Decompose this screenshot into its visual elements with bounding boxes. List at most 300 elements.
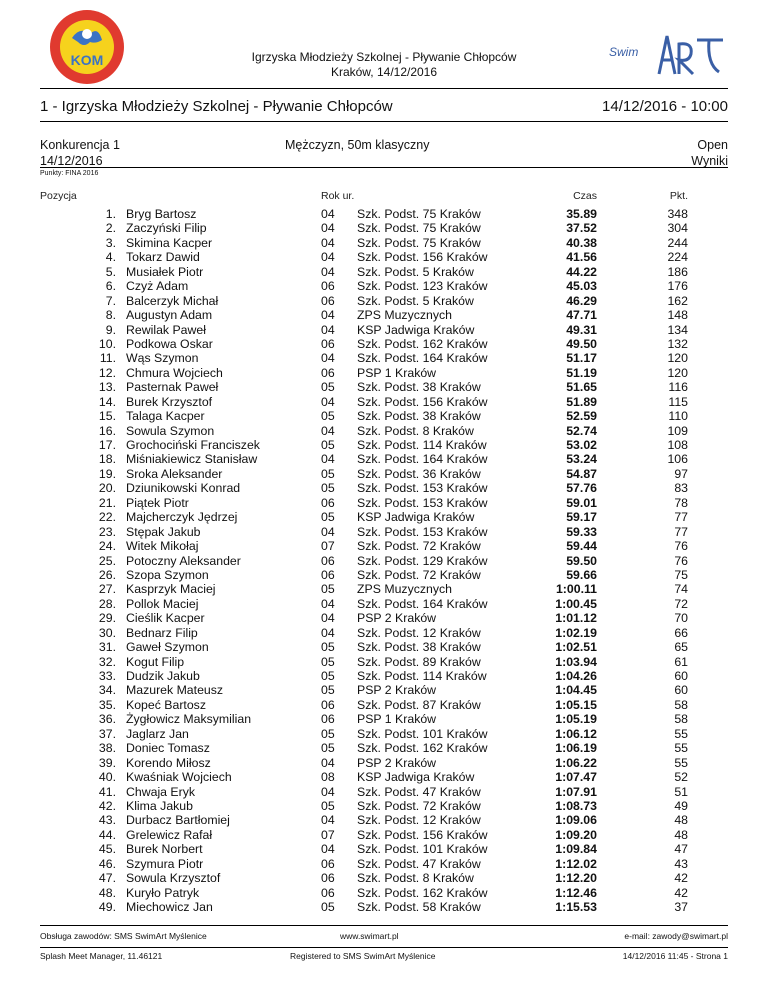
swimmer-name: Stępak Jakub: [126, 524, 201, 539]
birth-year: 04: [321, 394, 335, 409]
result-points: 66: [674, 625, 688, 640]
title-rule: [40, 121, 728, 122]
footer-website[interactable]: www.swimart.pl: [340, 931, 399, 941]
table-row: [0, 481, 768, 495]
table-row: [0, 323, 768, 337]
club-name: Szk. Podst. 8 Kraków: [357, 423, 474, 438]
result-points: 49: [674, 798, 688, 813]
result-position: 38.: [98, 741, 116, 756]
result-position: 22.: [98, 510, 116, 525]
event-number: Konkurencja 1: [40, 138, 120, 152]
swimmer-name: Dudzik Jakub: [126, 669, 200, 683]
result-time: 51.19: [566, 365, 597, 380]
result-time: 1:04.45: [555, 683, 597, 698]
birth-year: 08: [321, 770, 335, 785]
table-row: [0, 395, 768, 409]
result-position: 17.: [98, 438, 116, 452]
birth-year: 05: [321, 640, 335, 655]
result-position: 9.: [105, 322, 116, 337]
swimmer-name: Witek Mikołaj: [126, 539, 199, 554]
swimmer-name: Sroka Aleksander: [126, 466, 223, 481]
footer-rule-2: [40, 947, 728, 948]
result-position: 2.: [105, 221, 116, 236]
birth-year: 05: [321, 741, 335, 756]
result-position: 45.: [98, 842, 116, 857]
swimmer-name: Rewilak Paweł: [126, 322, 206, 337]
footer-registered: Registered to SMS SwimArt Myślenice: [290, 951, 436, 961]
club-name: Szk. Podst. 38 Kraków: [357, 409, 481, 424]
result-points: 148: [667, 308, 688, 323]
result-time: 1:09.06: [555, 813, 597, 828]
swimmer-name: Talaga Kacper: [126, 409, 205, 424]
table-row: [0, 669, 768, 683]
club-name: KSP Jadwiga Kraków: [357, 770, 475, 785]
swimmer-name: Czyż Adam: [126, 279, 189, 294]
result-points: 115: [668, 394, 688, 409]
result-points: 43: [674, 856, 688, 871]
swimmer-name: Szymura Piotr: [126, 856, 204, 871]
club-name: PSP 2 Kraków: [357, 611, 437, 626]
result-points: 108: [667, 438, 688, 452]
club-name: Szk. Podst. 5 Kraków: [357, 293, 474, 308]
result-time: 1:06.19: [555, 741, 597, 756]
swimmer-name: Skimina Kacper: [126, 235, 213, 250]
result-points: 83: [674, 481, 688, 496]
birth-year: 06: [321, 365, 335, 380]
birth-year: 06: [321, 697, 335, 712]
swimmer-name: Szopa Szymon: [126, 567, 209, 582]
result-position: 34.: [98, 683, 116, 698]
swimmer-name: Żygłowicz Maksymilian: [126, 712, 252, 727]
result-position: 47.: [98, 871, 116, 886]
result-time: 1:07.91: [555, 784, 597, 799]
birth-year: 04: [321, 322, 335, 337]
result-position: 33.: [98, 669, 116, 683]
result-time: 51.89: [566, 394, 597, 409]
result-position: 25.: [98, 553, 116, 568]
table-row: [0, 568, 768, 582]
table-row: [0, 207, 768, 221]
club-name: Szk. Podst. 156 Kraków: [357, 250, 488, 265]
birth-year: 04: [321, 813, 335, 828]
result-position: 27.: [98, 582, 116, 597]
result-time: 41.56: [566, 250, 597, 265]
club-name: Szk. Podst. 164 Kraków: [357, 452, 488, 467]
swimmer-name: Bednarz Filip: [126, 625, 198, 640]
club-name: Szk. Podst. 38 Kraków: [357, 380, 481, 395]
birth-year: 05: [321, 582, 335, 597]
table-row: [0, 756, 768, 770]
result-position: 41.: [98, 784, 116, 799]
event-status: [691, 137, 728, 169]
swimmer-name: Pasternak Paweł: [126, 380, 219, 395]
result-time: 1:08.73: [555, 798, 597, 813]
result-time: 59.44: [566, 539, 597, 554]
club-name: Szk. Podst. 153 Kraków: [357, 481, 488, 496]
swimmer-name: Balcerzyk Michał: [126, 293, 219, 308]
result-points: 75: [674, 567, 688, 582]
result-points: 132: [667, 336, 688, 351]
result-position: 5.: [105, 264, 116, 279]
competition-datetime: 14/12/2016 - 10:00: [602, 98, 728, 115]
result-points: 304: [667, 221, 688, 236]
birth-year: 05: [321, 726, 335, 741]
swimmer-name: Grelewicz Rafał: [126, 827, 213, 842]
swimmer-name: Sowula Krzysztof: [126, 871, 221, 886]
birth-year: 06: [321, 336, 335, 351]
result-position: 35.: [98, 697, 116, 712]
swimmer-name: Bryg Bartosz: [126, 207, 197, 221]
event-info: [40, 137, 120, 169]
swimmer-name: Kasprzyk Maciej: [126, 582, 216, 597]
result-position: 44.: [98, 827, 116, 842]
birth-year: 04: [321, 755, 335, 770]
birth-year: 04: [321, 221, 335, 236]
result-position: 48.: [98, 885, 116, 900]
col-header-time: Czas: [573, 190, 597, 202]
result-time: 1:06.12: [555, 726, 597, 741]
result-position: 1.: [105, 207, 116, 221]
swimmer-name: Majcherczyk Jędrzej: [126, 510, 238, 525]
table-row: [0, 250, 768, 264]
result-time: 51.17: [566, 351, 597, 366]
swimmer-name: Kwaśniak Wojciech: [126, 770, 232, 785]
result-points: 60: [674, 669, 688, 683]
club-name: Szk. Podst. 75 Kraków: [357, 207, 481, 221]
result-points: 42: [674, 871, 688, 886]
header-rule: [40, 88, 728, 89]
club-name: Szk. Podst. 89 Kraków: [357, 654, 481, 669]
result-points: 74: [674, 582, 688, 597]
club-name: KSP Jadwiga Kraków: [357, 322, 475, 337]
birth-year: 06: [321, 293, 335, 308]
table-row: [0, 842, 768, 856]
swimmer-name: Burek Norbert: [126, 842, 203, 857]
result-position: 10.: [98, 336, 116, 351]
swimmer-name: Piątek Piotr: [126, 495, 189, 510]
club-name: Szk. Podst. 12 Kraków: [357, 625, 481, 640]
table-row: [0, 337, 768, 351]
birth-year: 05: [321, 481, 335, 496]
birth-year: 05: [321, 669, 335, 683]
result-time: 52.74: [566, 423, 597, 438]
birth-year: 06: [321, 885, 335, 900]
table-row: [0, 640, 768, 654]
result-time: 1:12.02: [555, 856, 597, 871]
swimmer-name: Wąs Szymon: [126, 351, 199, 366]
swimmer-name: Korendo Miłosz: [126, 755, 211, 770]
club-name: PSP 1 Kraków: [357, 365, 437, 380]
result-position: 49.: [98, 900, 116, 914]
result-points: 55: [674, 741, 688, 756]
birth-year: 05: [321, 654, 335, 669]
result-position: 6.: [105, 279, 116, 294]
result-position: 11.: [99, 351, 116, 366]
result-points: 134: [667, 322, 688, 337]
swimmer-name: Burek Krzysztof: [126, 394, 213, 409]
birth-year: 04: [321, 207, 335, 221]
club-name: Szk. Podst. 72 Kraków: [357, 798, 481, 813]
footer-printed: 14/12/2016 11:45 - Strona 1: [622, 951, 728, 961]
result-time: 1:15.53: [555, 900, 597, 914]
result-time: 46.29: [566, 293, 597, 308]
table-row: [0, 438, 768, 452]
birth-year: 05: [321, 900, 335, 914]
club-name: Szk. Podst. 47 Kraków: [357, 856, 481, 871]
club-name: Szk. Podst. 8 Kraków: [357, 871, 474, 886]
table-row: [0, 857, 768, 871]
footer-email[interactable]: e-mail: zawody@swimart.pl: [624, 931, 728, 941]
col-header-position: Pozycja: [40, 190, 77, 202]
table-row: [0, 496, 768, 510]
result-points: 51: [674, 784, 688, 799]
club-name: KSP Jadwiga Kraków: [357, 510, 475, 525]
birth-year: 04: [321, 784, 335, 799]
result-time: 54.87: [566, 466, 597, 481]
table-row: [0, 813, 768, 827]
swimmer-name: Jaglarz Jan: [126, 726, 189, 741]
result-position: 18.: [98, 452, 116, 467]
table-row: [0, 366, 768, 380]
table-row: [0, 539, 768, 553]
birth-year: 06: [321, 712, 335, 727]
birth-year: 04: [321, 842, 335, 857]
table-row: [0, 785, 768, 799]
result-time: 59.01: [566, 495, 597, 510]
club-name: ZPS Muzycznych: [357, 308, 452, 323]
birth-year: 04: [321, 235, 335, 250]
result-points: 70: [674, 611, 688, 626]
birth-year: 04: [321, 452, 335, 467]
birth-year: 06: [321, 871, 335, 886]
result-position: 12.: [98, 365, 116, 380]
table-row: [0, 380, 768, 394]
birth-year: 04: [321, 264, 335, 279]
result-time: 1:12.46: [555, 885, 597, 900]
swimmer-name: Kuryło Patryk: [126, 885, 200, 900]
table-row: [0, 871, 768, 885]
result-points: 77: [674, 524, 688, 539]
club-name: Szk. Podst. 164 Kraków: [357, 596, 488, 611]
swimmer-name: Zaczyński Filip: [126, 221, 207, 236]
club-name: ZPS Muzycznych: [357, 582, 452, 597]
result-points: 109: [667, 423, 688, 438]
swimmer-name: Grochociński Franciszek: [126, 438, 260, 452]
result-time: 1:07.47: [555, 770, 597, 785]
swimmer-name: Gaweł Szymon: [126, 640, 209, 655]
table-row: [0, 236, 768, 250]
swimmer-name: Chwaja Eryk: [126, 784, 196, 799]
birth-year: 04: [321, 611, 335, 626]
result-position: 30.: [98, 625, 116, 640]
club-name: Szk. Podst. 114 Kraków: [357, 669, 487, 683]
result-time: 59.50: [566, 553, 597, 568]
table-row: [0, 409, 768, 423]
birth-year: 06: [321, 567, 335, 582]
birth-year: 04: [321, 351, 335, 366]
results-label: Wyniki: [691, 154, 728, 168]
result-points: 116: [668, 380, 688, 395]
result-time: 1:03.94: [555, 654, 597, 669]
result-points: 55: [674, 726, 688, 741]
result-points: 60: [674, 683, 688, 698]
table-row: [0, 698, 768, 712]
result-position: 21.: [98, 495, 116, 510]
result-time: 1:01.12: [555, 611, 597, 626]
club-name: Szk. Podst. 36 Kraków: [357, 466, 481, 481]
swimmer-name: Durbacz Bartłomiej: [126, 813, 230, 828]
svg-text:Swim: Swim: [609, 45, 639, 59]
birth-year: 05: [321, 683, 335, 698]
result-time: 1:02.51: [555, 640, 597, 655]
result-points: 97: [674, 466, 688, 481]
result-points: 58: [674, 697, 688, 712]
result-position: 31.: [98, 640, 116, 655]
result-points: 120: [667, 351, 688, 366]
swimmer-name: Klima Jakub: [126, 798, 193, 813]
swimmer-name: Pollok Maciej: [126, 596, 199, 611]
kom-logo-text: KOM: [70, 52, 104, 68]
table-row: [0, 727, 768, 741]
table-row: [0, 655, 768, 669]
swimmer-name: Podkowa Oskar: [126, 336, 213, 351]
event-rule: [40, 167, 728, 168]
result-points: 76: [674, 553, 688, 568]
club-name: Szk. Podst. 162 Kraków: [357, 336, 488, 351]
club-name: Szk. Podst. 87 Kraków: [357, 697, 481, 712]
result-time: 44.22: [566, 264, 597, 279]
points-note: Punkty: FINA 2016: [40, 170, 99, 177]
swimmer-name: Chmura Wojciech: [126, 365, 223, 380]
table-row: [0, 900, 768, 914]
table-row: [0, 799, 768, 813]
swimmer-name: Doniec Tomasz: [126, 741, 210, 756]
club-name: Szk. Podst. 162 Kraków: [357, 885, 488, 900]
club-name: Szk. Podst. 156 Kraków: [357, 827, 488, 842]
result-time: 1:00.11: [555, 582, 597, 597]
result-points: 61: [674, 654, 688, 669]
result-time: 59.17: [566, 510, 597, 525]
result-points: 244: [667, 235, 688, 250]
swimmer-name: Sowula Szymon: [126, 423, 215, 438]
club-name: PSP 2 Kraków: [357, 683, 437, 698]
results-list: [0, 207, 768, 914]
footer-service: Obsługa zawodów: SMS SwimArt Myślenice: [40, 931, 207, 941]
event-category: Open: [697, 138, 728, 152]
result-time: 1:05.19: [555, 712, 597, 727]
table-row: [0, 510, 768, 524]
table-row: [0, 554, 768, 568]
result-points: 224: [667, 250, 688, 265]
result-points: 176: [667, 279, 688, 294]
table-row: [0, 626, 768, 640]
birth-year: 05: [321, 438, 335, 452]
result-points: 78: [674, 495, 688, 510]
result-position: 16.: [98, 423, 116, 438]
event-name: Mężczyzn, 50m klasyczny: [285, 138, 430, 152]
result-time: 1:00.45: [555, 596, 597, 611]
birth-year: 05: [321, 510, 335, 525]
club-name: Szk. Podst. 12 Kraków: [357, 813, 481, 828]
club-name: Szk. Podst. 72 Kraków: [357, 567, 481, 582]
table-row: [0, 308, 768, 322]
table-row: [0, 770, 768, 784]
result-position: 24.: [98, 539, 116, 554]
result-points: 47: [674, 842, 688, 857]
result-position: 7.: [105, 293, 116, 308]
birth-year: 06: [321, 856, 335, 871]
result-time: 1:09.20: [555, 827, 597, 842]
result-position: 40.: [98, 770, 116, 785]
club-name: Szk. Podst. 101 Kraków: [357, 842, 488, 857]
result-points: 76: [674, 539, 688, 554]
table-row: [0, 741, 768, 755]
club-name: Szk. Podst. 123 Kraków: [357, 279, 488, 294]
col-header-points: Pkt.: [669, 190, 688, 202]
result-points: 120: [667, 365, 688, 380]
swimart-logo: [605, 30, 725, 76]
result-time: 59.33: [566, 524, 597, 539]
result-points: 72: [674, 596, 688, 611]
table-row: [0, 828, 768, 842]
table-row: [0, 886, 768, 900]
result-time: 1:04.26: [555, 669, 597, 683]
result-points: 48: [674, 827, 688, 842]
result-points: 348: [667, 207, 688, 221]
result-points: 162: [667, 293, 688, 308]
club-name: Szk. Podst. 101 Kraków: [357, 726, 488, 741]
result-points: 42: [674, 885, 688, 900]
swimmer-name: Tokarz Dawid: [126, 250, 200, 265]
birth-year: 05: [321, 409, 335, 424]
result-position: 8.: [105, 308, 116, 323]
club-name: Szk. Podst. 38 Kraków: [357, 640, 481, 655]
result-time: 35.89: [566, 207, 597, 221]
club-name: Szk. Podst. 75 Kraków: [357, 235, 481, 250]
birth-year: 04: [321, 250, 335, 265]
birth-year: 07: [321, 539, 335, 554]
club-name: Szk. Podst. 114 Kraków: [357, 438, 487, 452]
swimmer-name: Musiałek Piotr: [126, 264, 204, 279]
event-date: 14/12/2016: [40, 154, 103, 168]
result-points: 52: [674, 770, 688, 785]
birth-year: 07: [321, 827, 335, 842]
club-name: Szk. Podst. 129 Kraków: [357, 553, 488, 568]
result-position: 3.: [105, 235, 116, 250]
footer-rule-1: [40, 925, 728, 926]
result-position: 4.: [105, 250, 116, 265]
header-event-title: Igrzyska Młodzieży Szkolnej - Pływanie Chłopców: [251, 50, 517, 64]
result-points: 65: [674, 640, 688, 655]
club-name: PSP 1 Kraków: [357, 712, 437, 727]
birth-year: 04: [321, 423, 335, 438]
result-time: 40.38: [566, 235, 597, 250]
swimmer-name: Cieślik Kacper: [126, 611, 205, 626]
result-time: 57.76: [566, 481, 597, 496]
club-name: Szk. Podst. 153 Kraków: [357, 495, 488, 510]
competition-title: 1 - Igrzyska Młodzieży Szkolnej - Pływanie Chłopców: [40, 98, 393, 115]
table-row: [0, 265, 768, 279]
result-position: 13.: [98, 380, 116, 395]
result-time: 1:06.22: [555, 755, 597, 770]
result-time: 53.24: [566, 452, 597, 467]
club-name: Szk. Podst. 5 Kraków: [357, 264, 474, 279]
table-row: [0, 351, 768, 365]
club-name: Szk. Podst. 164 Kraków: [357, 351, 488, 366]
club-name: Szk. Podst. 162 Kraków: [357, 741, 488, 756]
result-points: 110: [668, 409, 688, 424]
swimmer-name: Miśniakiewicz Stanisław: [126, 452, 258, 467]
